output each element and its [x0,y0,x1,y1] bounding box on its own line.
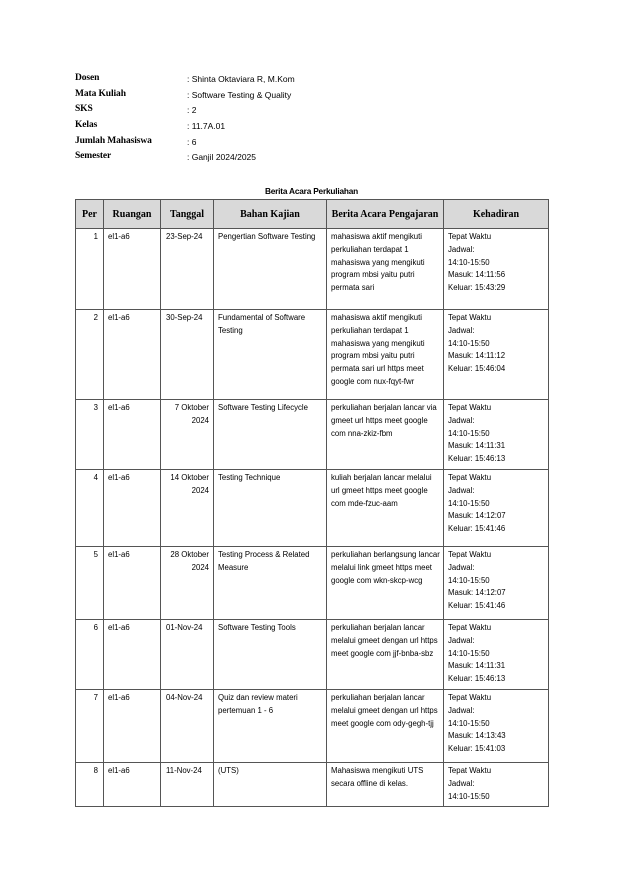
kehadiran-line: 14:10-15:50 [448,338,490,348]
cell-kehadiran [444,469,549,546]
cell-tanggal: 30-Sep-24 [161,310,214,400]
cell-bahan-kajian: Pengertian Software Testing [214,229,327,310]
kehadiran-line: 14:10-15:50 [448,575,490,585]
cell-per: 6 [76,619,104,689]
kehadiran-line: Tepat Waktu [448,622,492,632]
kehadiran-line: Keluar: 15:43:29 [448,283,506,293]
kehadiran-line: Masuk: 14:11:12 [448,351,506,361]
cell-per: 3 [76,400,104,470]
table-header-row [76,200,549,229]
cell-per: 1 [76,229,104,310]
cell-bahan-kajian: Quiz dan review materi pertemuan 1 - 6 [214,689,327,762]
cell-tanggal: 14 Oktober 2024 [161,469,214,546]
kehadiran-line: 14:10-15:50 [448,428,490,438]
berita-acara-table [75,199,549,807]
cell-bahan-kajian: Testing Technique [214,469,327,546]
cell-per: 2 [76,310,104,400]
kehadiran-line: Keluar: 15:46:13 [448,454,506,464]
kehadiran-line: Jadwal: [448,325,475,335]
kehadiran-line: Jadwal: [448,415,475,425]
cell-tanggal: 28 Oktober 2024 [161,546,214,619]
kehadiran-line: Keluar: 15:41:03 [448,744,506,754]
cell-ruangan: el1-a6 [104,619,161,689]
kehadiran-line: Masuk: 14:12:07 [448,588,506,598]
header-berita-acara: Berita Acara Pengajaran [327,200,444,229]
kehadiran-line: 14:10-15:50 [448,791,490,801]
kehadiran-line: Keluar: 15:46:13 [448,674,506,684]
cell-kehadiran [444,546,549,619]
cell-bahan-kajian: Software Testing Tools [214,619,327,689]
kehadiran-line: Keluar: 15:41:46 [448,601,506,611]
kehadiran-line: Masuk: 14:11:31 [448,441,506,451]
cell-berita-acara: perkuliahan berjalan lancar melalui gmeet dengan url https meet google com ody-gegh-tjj [327,689,444,762]
kehadiran-line: Jadwal: [448,244,475,254]
table-body [76,229,549,807]
sks-value: : 2 [187,105,197,116]
kehadiran-line: 14:10-15:50 [448,718,490,728]
table-row [76,310,549,400]
cell-berita-acara: perkuliahan berlangsung lancar melalui link gmeet https meet google com wkn-skcp-wcg [327,546,444,619]
jumlah-mahasiswa-label: Jumlah Mahasiswa [75,135,152,146]
cell-ruangan: el1-a6 [104,762,161,806]
table-row [76,762,549,806]
cell-per: 7 [76,689,104,762]
dosen-value: : Shinta Oktaviara R, M.Kom [187,74,295,84]
cell-ruangan: el1-a6 [104,546,161,619]
kehadiran-line: 14:10-15:50 [448,498,490,508]
kehadiran-line: Tepat Waktu [448,313,492,322]
cell-bahan-kajian: (UTS) [214,762,327,806]
cell-bahan-kajian: Testing Process & Related Measure [214,546,327,619]
kehadiran-line: Tepat Waktu [448,403,492,412]
table-row [76,400,549,470]
cell-berita-acara: mahasiswa aktif mengikuti perkuliahan terdapat 1 mahasiswa yang mengikuti program mbsi yaitu putri permata sari url https meet google com nux-fqyt-fwr [327,310,444,400]
cell-per: 4 [76,469,104,546]
kehadiran-line: Keluar: 15:46:04 [448,364,506,374]
kehadiran-line: Jadwal: [448,485,475,495]
kehadiran-line: Masuk: 14:11:31 [448,661,506,671]
cell-per: 5 [76,546,104,619]
cell-ruangan: el1-a6 [104,229,161,310]
jumlah-mahasiswa-value: : 6 [187,136,197,147]
cell-berita-acara: perkuliahan berjalan lancar melalui gmeet dengan url https meet google com jjf-bnba-sbz [327,619,444,689]
cell-berita-acara: mahasiswa aktif mengikuti perkuliahan terdapat 1 mahasiswa yang mengikuti program mbsi yaitu putri permata sari [327,229,444,310]
cell-ruangan: el1-a6 [104,400,161,470]
kehadiran-line: Tepat Waktu [448,549,492,559]
cell-bahan-kajian: Fundamental of Software Testing [214,310,327,400]
cell-kehadiran [444,229,549,310]
dosen-label: Dosen [75,73,100,83]
kehadiran-line: Tepat Waktu [448,232,492,241]
cell-kehadiran [444,689,549,762]
kehadiran-line: 14:10-15:50 [448,648,490,658]
cell-tanggal: 23-Sep-24 [161,229,214,310]
cell-ruangan: el1-a6 [104,310,161,400]
kelas-value: : 11.7A.01 [187,121,226,132]
mata-kuliah-value: : Software Testing & Quality [187,89,292,100]
cell-kehadiran [444,310,549,400]
cell-kehadiran [444,400,549,470]
table-row [76,689,549,762]
kehadiran-line: Jadwal: [448,705,475,715]
header-kehadiran: Kehadiran [444,200,549,229]
kehadiran-line: Masuk: 14:12:07 [448,511,506,521]
header-bahan-kajian: Bahan Kajian [214,200,327,229]
cell-per: 8 [76,762,104,806]
kehadiran-line: Masuk: 14:13:43 [448,731,506,741]
semester-label: Semester [75,151,112,162]
cell-berita-acara: kuliah berjalan lancar melalui url gmeet https meet google com mde-fzuc-aam [327,469,444,546]
kelas-label: Kelas [75,120,98,131]
kehadiran-line: 14:10-15:50 [448,257,490,267]
header-per: Per [76,200,104,229]
cell-kehadiran [444,619,549,689]
cell-berita-acara: perkuliahan berjalan lancar via gmeet url https meet google com nna-zkiz-fbm [327,400,444,470]
cell-tanggal: 11-Nov-24 [161,762,214,806]
mata-kuliah-label: Mata Kuliah [75,88,126,99]
cell-kehadiran [444,762,549,806]
table-row [76,619,549,689]
cell-berita-acara: Mahasiswa mengikuti UTS secara offline di kelas. [327,762,444,806]
kehadiran-line: Tepat Waktu [448,692,492,702]
table-title: Berita Acara Perkuliahan [264,186,359,196]
header-tanggal: Tanggal [161,200,214,229]
kehadiran-line: Jadwal: [448,635,475,645]
table-row [76,229,549,310]
cell-bahan-kajian: Software Testing Lifecycle [214,400,327,470]
cell-tanggal: 7 Oktober 2024 [161,400,214,470]
cell-tanggal: 04-Nov-24 [161,689,214,762]
kehadiran-line: Jadwal: [448,562,475,572]
table-row [76,546,549,619]
sks-label: SKS [75,104,93,115]
kehadiran-line: Keluar: 15:41:46 [448,524,506,534]
kehadiran-line: Tepat Waktu [448,765,492,775]
cell-ruangan: el1-a6 [104,689,161,762]
semester-value: : Ganjil 2024/2025 [187,152,256,163]
kehadiran-line: Jadwal: [448,778,475,788]
table-row [76,469,549,546]
cell-tanggal: 01-Nov-24 [161,619,214,689]
cell-ruangan: el1-a6 [104,469,161,546]
header-ruangan: Ruangan [104,200,161,229]
kehadiran-line: Tepat Waktu [448,472,492,482]
kehadiran-line: Masuk: 14:11:56 [448,270,506,280]
